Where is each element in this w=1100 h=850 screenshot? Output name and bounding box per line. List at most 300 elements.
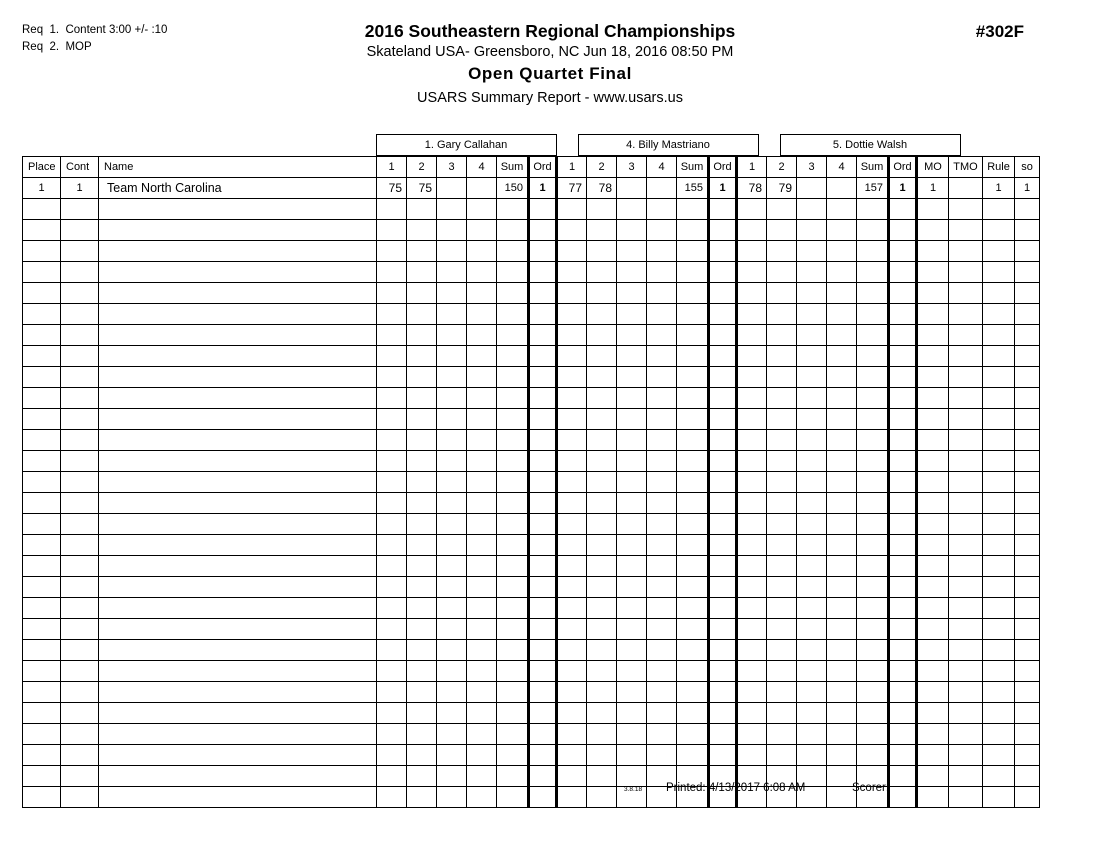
cell-empty (557, 493, 587, 514)
cell-empty (407, 619, 437, 640)
cell-empty (23, 514, 61, 535)
cell-empty (737, 535, 767, 556)
cell-empty (709, 451, 737, 472)
table-row-empty[interactable] (23, 640, 1040, 661)
cell-empty (437, 472, 467, 493)
cell-empty (857, 724, 889, 745)
cell-empty (23, 598, 61, 619)
cell-empty (587, 367, 617, 388)
cell-empty (827, 430, 857, 451)
judge-name-band (22, 134, 1034, 156)
cell-empty (587, 766, 617, 787)
cell-empty (23, 367, 61, 388)
cell-empty (857, 535, 889, 556)
cell-empty (99, 535, 377, 556)
cell-empty (889, 556, 917, 577)
cell-empty (767, 451, 797, 472)
cell-empty (767, 472, 797, 493)
cell-empty (917, 577, 949, 598)
cell-empty (617, 661, 647, 682)
cell-empty (737, 283, 767, 304)
cell-empty (709, 703, 737, 724)
cell-empty (23, 472, 61, 493)
cell-empty (617, 514, 647, 535)
cell-empty (617, 682, 647, 703)
table-row-empty[interactable] (23, 724, 1040, 745)
cell-empty (99, 409, 377, 430)
cell-empty (709, 577, 737, 598)
cell-empty (407, 640, 437, 661)
cell-empty (529, 367, 557, 388)
cell-empty (767, 430, 797, 451)
cell-empty (407, 535, 437, 556)
cell-empty (99, 682, 377, 703)
cell-empty (827, 346, 857, 367)
cell-j2-s1: 77 (557, 178, 587, 199)
cell-empty (827, 640, 857, 661)
cell-empty (557, 283, 587, 304)
cell-empty (983, 535, 1015, 556)
cell-empty (709, 556, 737, 577)
cell-empty (407, 283, 437, 304)
cell-empty (857, 682, 889, 703)
cell-empty (949, 661, 983, 682)
cell-empty (857, 388, 889, 409)
header-tmo: TMO (949, 157, 983, 178)
cell-empty (797, 430, 827, 451)
cell-empty (587, 514, 617, 535)
cell-empty (983, 241, 1015, 262)
cell-empty (827, 220, 857, 241)
report-subtitle: USARS Summary Report - www.usars.us (417, 90, 683, 106)
cell-empty (467, 598, 497, 619)
cell-name: Team North Carolina (99, 178, 377, 199)
cell-empty (709, 514, 737, 535)
table-row-empty[interactable] (23, 241, 1040, 262)
header-j2-s4: 4 (647, 157, 677, 178)
cell-empty (677, 451, 709, 472)
cell-empty (737, 724, 767, 745)
cell-empty (99, 619, 377, 640)
cell-empty (737, 346, 767, 367)
table-row-empty[interactable] (23, 493, 1040, 514)
cell-empty (949, 787, 983, 808)
printed-timestamp: Printed: 4/13/2017 6:08 AM (666, 782, 806, 794)
header-j1-s1: 1 (377, 157, 407, 178)
header-j2-ord: Ord (709, 157, 737, 178)
cell-empty (61, 598, 99, 619)
cell-empty (497, 220, 529, 241)
cell-empty (23, 724, 61, 745)
cell-empty (767, 619, 797, 640)
cell-empty (737, 304, 767, 325)
cell-empty (61, 409, 99, 430)
cell-empty (857, 703, 889, 724)
judge-band-spacer-cont (60, 135, 98, 156)
cell-empty (917, 535, 949, 556)
cell-empty (529, 262, 557, 283)
cell-empty (917, 745, 949, 766)
cell-empty (1015, 703, 1040, 724)
cell-empty (889, 535, 917, 556)
cell-empty (677, 724, 709, 745)
cell-empty (677, 598, 709, 619)
table-row-empty[interactable] (23, 346, 1040, 367)
cell-empty (23, 787, 61, 808)
header-j2-s3: 3 (617, 157, 647, 178)
cell-empty (767, 640, 797, 661)
table-row-empty[interactable] (23, 661, 1040, 682)
cell-empty (767, 325, 797, 346)
cell-rule: 1 (983, 178, 1015, 199)
cell-empty (497, 619, 529, 640)
cell-empty (949, 283, 983, 304)
cell-empty (857, 661, 889, 682)
table-row-empty[interactable] (23, 703, 1040, 724)
cell-empty (917, 787, 949, 808)
cell-empty (737, 682, 767, 703)
cell-empty (677, 304, 709, 325)
cell-j1-sum: 150 (497, 178, 529, 199)
cell-empty (1015, 682, 1040, 703)
cell-empty (23, 766, 61, 787)
cell-empty (797, 325, 827, 346)
cell-empty (529, 220, 557, 241)
cell-empty (797, 262, 827, 283)
table-header-row (23, 157, 1040, 178)
cell-empty (99, 514, 377, 535)
table-row-empty[interactable] (23, 514, 1040, 535)
cell-empty (529, 451, 557, 472)
cell-empty (557, 598, 587, 619)
cell-empty (889, 724, 917, 745)
table-row-empty[interactable] (23, 409, 1040, 430)
cell-empty (377, 325, 407, 346)
cell-empty (377, 451, 407, 472)
cell-empty (557, 472, 587, 493)
cell-empty (983, 262, 1015, 283)
cell-empty (497, 598, 529, 619)
cell-empty (917, 472, 949, 493)
cell-empty (529, 346, 557, 367)
cell-empty (949, 535, 983, 556)
cell-empty (497, 388, 529, 409)
cell-empty (467, 472, 497, 493)
cell-empty (797, 451, 827, 472)
cell-empty (23, 493, 61, 514)
cell-empty (647, 220, 677, 241)
cell-empty (617, 724, 647, 745)
cell-empty (587, 220, 617, 241)
cell-empty (917, 388, 949, 409)
cell-empty (647, 703, 677, 724)
table-row-empty[interactable] (23, 283, 1040, 304)
cell-empty (889, 199, 917, 220)
cell-empty (983, 199, 1015, 220)
cell-empty (949, 766, 983, 787)
cell-empty (647, 283, 677, 304)
cell-empty (827, 241, 857, 262)
cell-empty (983, 472, 1015, 493)
cell-empty (857, 220, 889, 241)
cell-empty (949, 682, 983, 703)
table-row[interactable] (23, 178, 1040, 199)
cell-empty (557, 409, 587, 430)
cell-empty (437, 766, 467, 787)
cell-empty (557, 535, 587, 556)
cell-empty (557, 724, 587, 745)
cell-empty (99, 199, 377, 220)
table-row-empty[interactable] (23, 199, 1040, 220)
cell-empty (1015, 745, 1040, 766)
cell-empty (23, 619, 61, 640)
cell-empty (709, 220, 737, 241)
cell-empty (437, 640, 467, 661)
table-row-empty[interactable] (23, 598, 1040, 619)
cell-empty (857, 598, 889, 619)
table-row-empty[interactable] (23, 388, 1040, 409)
cell-empty (377, 346, 407, 367)
cell-empty (377, 262, 407, 283)
cell-empty (857, 346, 889, 367)
cell-empty (677, 472, 709, 493)
cell-empty (617, 535, 647, 556)
cell-empty (949, 745, 983, 766)
cell-empty (797, 388, 827, 409)
cell-empty (709, 535, 737, 556)
cell-empty (437, 220, 467, 241)
cell-empty (529, 241, 557, 262)
cell-empty (983, 451, 1015, 472)
cell-empty (407, 472, 437, 493)
cell-empty (1015, 283, 1040, 304)
cell-empty (983, 745, 1015, 766)
header-name: Name (99, 157, 377, 178)
cell-empty (677, 493, 709, 514)
cell-empty (23, 199, 61, 220)
cell-empty (497, 703, 529, 724)
cell-empty (857, 472, 889, 493)
table-row-empty[interactable] (23, 430, 1040, 451)
cell-j3-sum: 157 (857, 178, 889, 199)
cell-empty (61, 262, 99, 283)
cell-empty (767, 409, 797, 430)
cell-empty (529, 577, 557, 598)
cell-empty (587, 640, 617, 661)
cell-empty (23, 241, 61, 262)
table-row-empty[interactable] (23, 220, 1040, 241)
cell-empty (467, 283, 497, 304)
cell-empty (767, 241, 797, 262)
cell-empty (557, 556, 587, 577)
cell-empty (497, 304, 529, 325)
cell-empty (437, 724, 467, 745)
table-row-empty[interactable] (23, 262, 1040, 283)
cell-empty (857, 430, 889, 451)
cell-empty (437, 451, 467, 472)
cell-empty (437, 388, 467, 409)
cell-empty (557, 430, 587, 451)
header-place: Place (23, 157, 61, 178)
cell-empty (709, 682, 737, 703)
cell-empty (407, 661, 437, 682)
cell-empty (377, 409, 407, 430)
cell-empty (1015, 640, 1040, 661)
cell-empty (827, 409, 857, 430)
cell-empty (949, 556, 983, 577)
cell-empty (61, 640, 99, 661)
cell-empty (467, 535, 497, 556)
table-row-empty[interactable] (23, 304, 1040, 325)
cell-empty (23, 577, 61, 598)
cell-empty (377, 598, 407, 619)
table-row-empty[interactable] (23, 745, 1040, 766)
cell-empty (889, 367, 917, 388)
cell-empty (709, 430, 737, 451)
cell-empty (889, 619, 917, 640)
cell-empty (677, 640, 709, 661)
cell-empty (983, 619, 1015, 640)
table-row-empty[interactable] (23, 451, 1040, 472)
cell-empty (61, 451, 99, 472)
cell-empty (99, 325, 377, 346)
cell-empty (917, 283, 949, 304)
cell-empty (677, 346, 709, 367)
cell-empty (617, 556, 647, 577)
cell-empty (797, 703, 827, 724)
cell-empty (377, 745, 407, 766)
cell-empty (677, 262, 709, 283)
cell-empty (889, 745, 917, 766)
cell-empty (889, 451, 917, 472)
cell-empty (407, 766, 437, 787)
cell-empty (467, 787, 497, 808)
cell-empty (377, 241, 407, 262)
cell-empty (377, 304, 407, 325)
cell-empty (1015, 346, 1040, 367)
cell-empty (709, 388, 737, 409)
cell-empty (617, 598, 647, 619)
form-code: 3.8.18 (624, 786, 643, 793)
cell-empty (61, 283, 99, 304)
cell-empty (737, 430, 767, 451)
table-row-empty[interactable] (23, 619, 1040, 640)
judge-band-spacer-place (22, 135, 60, 156)
cell-empty (437, 661, 467, 682)
cell-empty (99, 493, 377, 514)
cell-empty (1015, 472, 1040, 493)
cell-empty (377, 640, 407, 661)
cell-empty (617, 640, 647, 661)
cell-empty (587, 535, 617, 556)
cell-empty (1015, 367, 1040, 388)
table-row-empty[interactable] (23, 682, 1040, 703)
cell-empty (497, 451, 529, 472)
cell-empty (557, 514, 587, 535)
cell-empty (61, 199, 99, 220)
cell-empty (917, 514, 949, 535)
table-row-empty[interactable] (23, 472, 1040, 493)
cell-empty (377, 682, 407, 703)
cell-empty (737, 745, 767, 766)
cell-empty (1015, 220, 1040, 241)
table-row-empty[interactable] (23, 556, 1040, 577)
cell-empty (917, 220, 949, 241)
table-row-empty[interactable] (23, 577, 1040, 598)
cell-empty (889, 262, 917, 283)
cell-empty (617, 472, 647, 493)
cell-empty (61, 325, 99, 346)
cell-empty (889, 430, 917, 451)
cell-empty (467, 577, 497, 598)
header-so: so (1015, 157, 1040, 178)
cell-empty (587, 325, 617, 346)
cell-empty (587, 409, 617, 430)
judge-band-spacer-end (960, 135, 1034, 156)
cell-empty (557, 199, 587, 220)
cell-empty (677, 388, 709, 409)
cell-empty (61, 430, 99, 451)
table-row-empty[interactable] (23, 535, 1040, 556)
cell-empty (557, 577, 587, 598)
cell-empty (407, 430, 437, 451)
cell-empty (529, 199, 557, 220)
cell-tmo (949, 178, 983, 199)
header-j1-s2: 2 (407, 157, 437, 178)
cell-empty (407, 304, 437, 325)
judge-band-spacer-name (98, 135, 376, 156)
header-j2-s1: 1 (557, 157, 587, 178)
cell-empty (889, 472, 917, 493)
table-row-empty[interactable] (23, 325, 1040, 346)
cell-empty (797, 640, 827, 661)
cell-empty (61, 472, 99, 493)
cell-empty (647, 493, 677, 514)
cell-empty (647, 199, 677, 220)
cell-empty (647, 241, 677, 262)
cell-j3-s4 (827, 178, 857, 199)
cell-empty (917, 724, 949, 745)
cell-empty (677, 325, 709, 346)
cell-empty (737, 199, 767, 220)
cell-empty (827, 472, 857, 493)
cell-empty (767, 703, 797, 724)
cell-empty (377, 199, 407, 220)
cell-empty (61, 703, 99, 724)
cell-empty (497, 535, 529, 556)
cell-empty (557, 241, 587, 262)
cell-empty (949, 430, 983, 451)
cell-empty (377, 619, 407, 640)
cell-empty (587, 199, 617, 220)
table-row-empty[interactable] (23, 367, 1040, 388)
cell-empty (827, 493, 857, 514)
cell-empty (99, 577, 377, 598)
cell-empty (437, 367, 467, 388)
cell-empty (677, 703, 709, 724)
cell-empty (767, 199, 797, 220)
cell-empty (529, 787, 557, 808)
cell-empty (677, 745, 709, 766)
cell-empty (709, 598, 737, 619)
cell-empty (467, 619, 497, 640)
cell-empty (677, 430, 709, 451)
cell-empty (767, 367, 797, 388)
cell-empty (529, 430, 557, 451)
cell-empty (949, 619, 983, 640)
cell-empty (587, 556, 617, 577)
cell-cont: 1 (61, 178, 99, 199)
